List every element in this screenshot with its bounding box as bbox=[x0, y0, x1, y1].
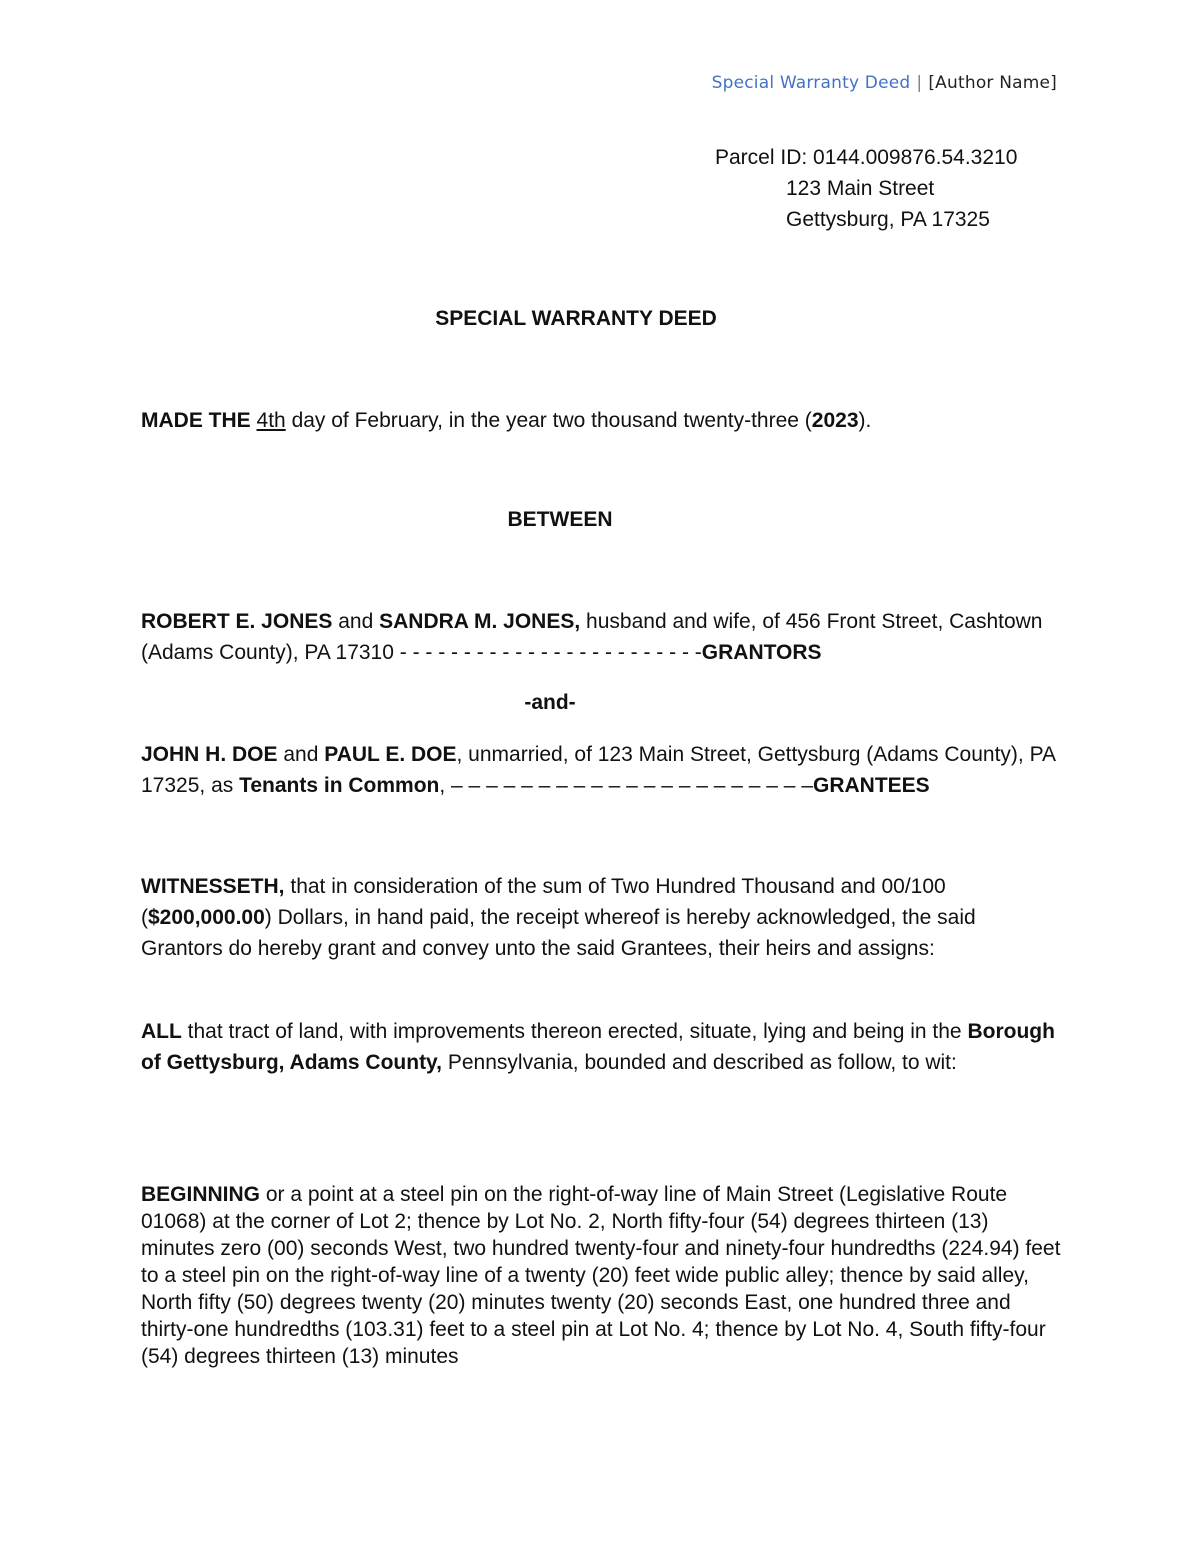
grantees-details: , unmarried, of 123 Main Street, Gettysburg (Adams County), PA 17325, as bbox=[141, 743, 1055, 797]
made-day: 4th bbox=[256, 409, 286, 432]
grantees-paragraph bbox=[141, 739, 1061, 801]
parcel-block bbox=[715, 142, 1017, 235]
all-location: Borough of Gettysburg, Adams County, bbox=[141, 1020, 1055, 1074]
parcel-city: Gettysburg, PA 17325 bbox=[786, 208, 990, 231]
header-author: [Author Name] bbox=[928, 73, 1057, 93]
witnesseth-amount: $200,000.00 bbox=[148, 906, 265, 929]
grantees-dashes: , – – – – – – – – – – – – – – – – – – – – – bbox=[439, 774, 813, 797]
beginning-paragraph bbox=[141, 1181, 1066, 1370]
grantors-paragraph bbox=[141, 606, 1061, 668]
grantors-details: husband and wife, of 456 Front Street, Cashtown (Adams County), PA 17310 - - - - - - - - - - - - - - - - - - - - - - - - bbox=[141, 610, 1043, 664]
between-heading: BETWEEN bbox=[507, 508, 613, 531]
made-middle: day of February, in the year two thousand twenty-three ( bbox=[291, 409, 812, 432]
header-doc-title: Special Warranty Deed bbox=[711, 73, 911, 93]
grantor-name-1: ROBERT E. JONES bbox=[141, 610, 333, 633]
header-separator: | bbox=[916, 73, 923, 93]
beginning-text: or a point at a steel pin on the right-of-way line of Main Street (Legislative Route 01068) at the corner of Lot 2; thence by Lot No. 2, North fifty-four (54) degrees thirteen (13) minutes zero (00) seconds West, two hundred twenty-four and ninety-four hundredths (224.94) feet to a steel pin on the right-of-way line of a twenty (20) feet wide public alley; thence by said alley, North fifty (50) degrees twenty (20) minutes twenty (20) seconds East, one hundred three and thirty-one hundredths (103.31) feet to a steel pin at Lot No. 4; thence by Lot No. 4, South fifty-four (54) degrees thirteen (13) minutes bbox=[141, 1183, 1061, 1368]
page-header bbox=[712, 73, 1057, 93]
made-line bbox=[141, 405, 1061, 436]
grantee-name-1: JOHN H. DOE bbox=[141, 743, 278, 766]
witnesseth-paragraph bbox=[141, 871, 1061, 964]
grantee-name-2: PAUL E. DOE bbox=[324, 743, 457, 766]
and-separator: -and- bbox=[524, 691, 576, 714]
parcel-id: Parcel ID: 0144.009876.54.3210 bbox=[715, 146, 1018, 169]
grantees-role: GRANTEES bbox=[813, 774, 930, 797]
made-end: ). bbox=[858, 409, 872, 432]
parcel-street: 123 Main Street bbox=[786, 177, 935, 200]
grantees-and: and bbox=[283, 743, 319, 766]
deed-title: SPECIAL WARRANTY DEED bbox=[435, 307, 717, 330]
made-year: 2023 bbox=[811, 409, 859, 432]
witnesseth-text-1: that in consideration of the sum of Two Hundred Thousand and 00/100 ( bbox=[141, 875, 946, 929]
beginning-lead: BEGINNING bbox=[141, 1183, 261, 1206]
all-text-1: that tract of land, with improvements thereon erected, situate, lying and being in the bbox=[187, 1020, 962, 1043]
all-lead: ALL bbox=[141, 1020, 182, 1043]
witnesseth-text-2: ) Dollars, in hand paid, the receipt whereof is hereby acknowledged, the said Grantors do hereby grant and convey unto the said Grantees, their heirs and assigns: bbox=[141, 906, 976, 960]
grantees-tenancy: Tenants in Common bbox=[239, 774, 440, 797]
all-tract-paragraph bbox=[141, 1016, 1061, 1078]
grantors-role: GRANTORS bbox=[701, 641, 822, 664]
all-text-2: Pennsylvania, bounded and described as follow, to wit: bbox=[447, 1051, 957, 1074]
grantors-and: and bbox=[338, 610, 374, 633]
made-lead: MADE THE bbox=[141, 409, 251, 432]
witnesseth-lead: WITNESSETH, bbox=[141, 875, 285, 898]
grantor-name-2: SANDRA M. JONES, bbox=[379, 610, 581, 633]
